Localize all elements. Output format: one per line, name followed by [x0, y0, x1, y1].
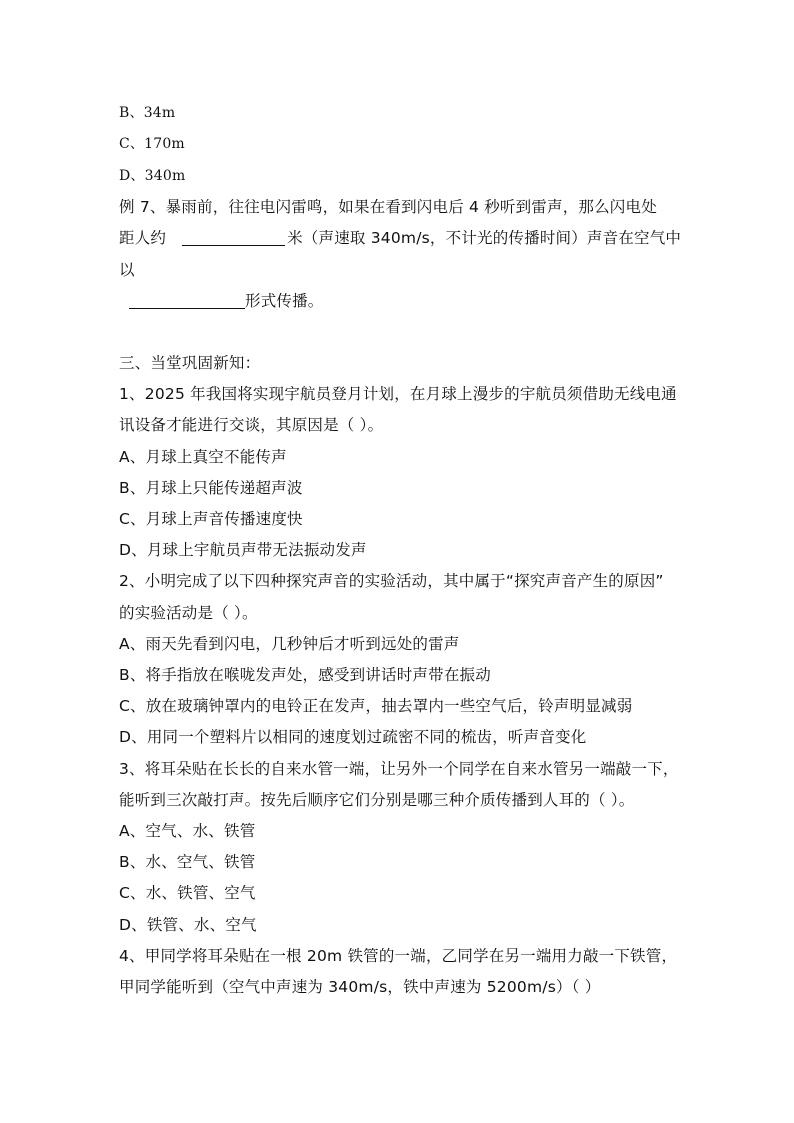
- q3-option-d: D、铁管、水、空气: [119, 916, 257, 934]
- option-c: C、170m: [119, 136, 185, 152]
- q1-option-a: A、月球上真空不能传声: [119, 448, 287, 466]
- q1-line2: 讯设备才能进行交谈，其原因是（ ）。: [119, 416, 384, 434]
- q2-option-b: B、将手指放在喉咙发声处，感受到讲话时声带在振动: [119, 666, 491, 684]
- q1-line1: 1、2025 年我国将实现宇航员登月计划，在月球上漫步的宇航员须借助无线电通: [119, 385, 677, 403]
- q3-line1: 3、将耳朵贴在长长的自来水管一端，让另外一个同学在自来水管另一端敲一下，: [119, 760, 679, 778]
- option-d: D、340m: [119, 168, 186, 184]
- q1-option-b: B、月球上只能传递超声波: [119, 479, 303, 497]
- example7-line2-pre: 距人约: [119, 229, 167, 247]
- section-heading: 三、当堂巩固新知：: [119, 354, 261, 372]
- example7-line2: [119, 228, 681, 248]
- q2-option-d: D、用同一个塑料片以相同的速度划过疏密不同的梳齿，听声音变化: [119, 728, 587, 746]
- example7-line2-post: 米（声速取 340m/s，不计光的传播时间）声音在空气中: [287, 229, 682, 247]
- fill-blank-1[interactable]: [182, 229, 285, 246]
- q3-line2: 能听到三次敲打声。按先后顺序它们分别是哪三种介质传播到人耳的（ ）。: [119, 791, 635, 809]
- example7-line1: 例 7、暴雨前，往往电闪雷鸣，如果在看到闪电后 4 秒听到雷声，那么闪电处: [119, 198, 657, 216]
- q1-option-d: D、月球上宇航员声带无法振动发声: [119, 541, 367, 559]
- example7-line4-post: 形式传播。: [245, 292, 324, 310]
- fill-blank-2[interactable]: [129, 292, 245, 309]
- option-b: B、34m: [119, 105, 176, 121]
- q2-option-c: C、放在玻璃钟罩内的电铃正在发声，抽去罩内一些空气后，铃声明显减弱: [119, 697, 633, 715]
- q3-option-a: A、空气、水、铁管: [119, 822, 256, 840]
- q4-line2: 甲同学能听到（空气中声速为 340m/s，铁中声速为 5200m/s）（ ）: [119, 978, 601, 996]
- example7-line4: [129, 291, 324, 311]
- q2-line2: 的实验活动是（ ）。: [119, 604, 258, 622]
- example7-line3: 以: [119, 261, 135, 279]
- q4-line1: 4、甲同学将耳朵贴在一根 20m 铁管的一端，乙同学在另一端用力敲一下铁管，: [119, 947, 678, 965]
- q2-option-a: A、雨天先看到闪电，几秒钟后才听到远处的雷声: [119, 635, 460, 653]
- q3-option-b: B、水、空气、铁管: [119, 853, 256, 871]
- q1-option-c: C、月球上声音传播速度快: [119, 510, 303, 528]
- q2-line1: 2、小明完成了以下四种探究声音的实验活动，其中属于“探究声音产生的原因”: [119, 572, 664, 590]
- q3-option-c: C、水、铁管、空气: [119, 884, 256, 902]
